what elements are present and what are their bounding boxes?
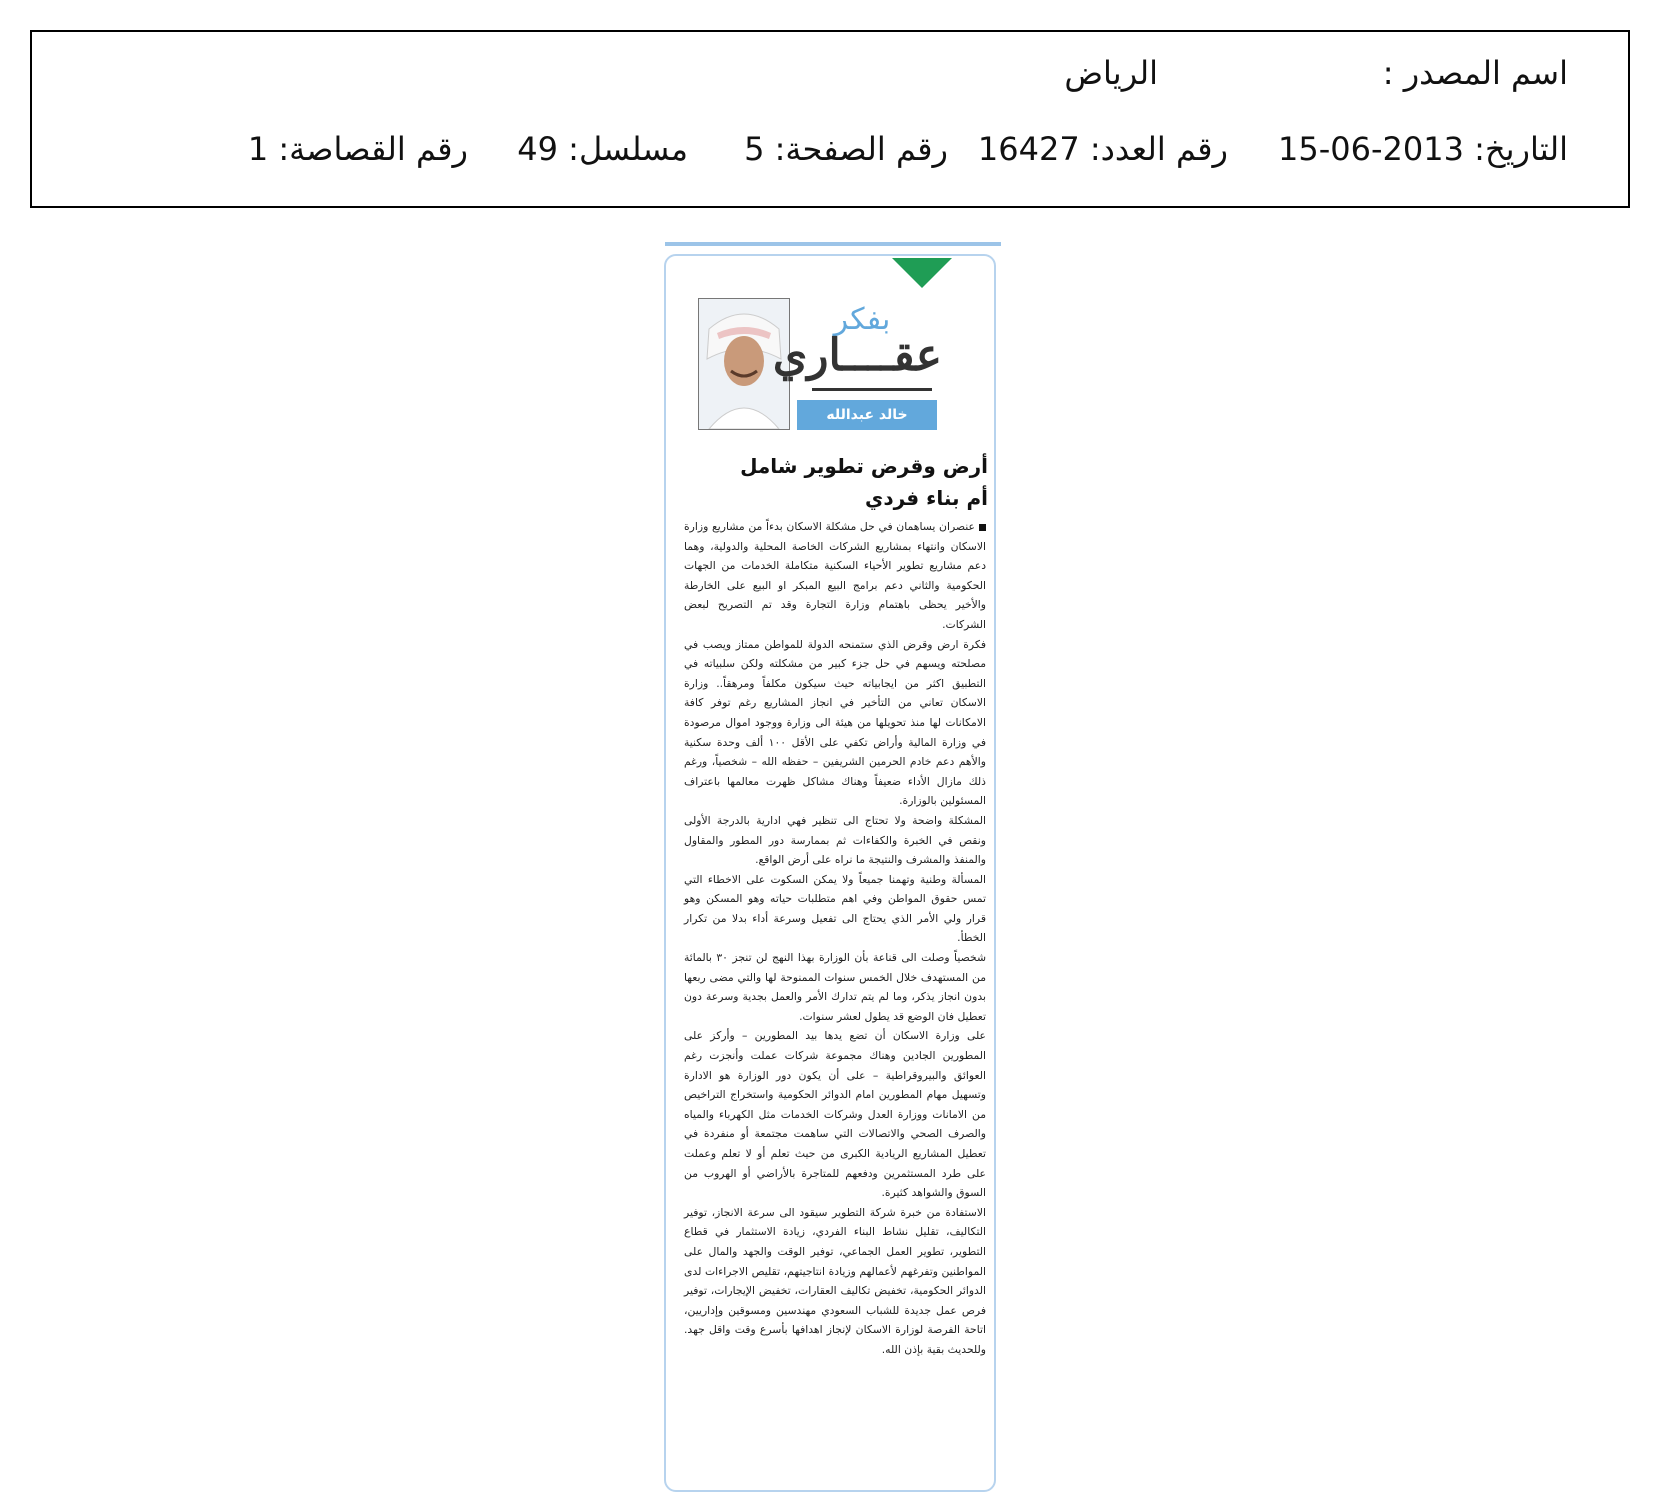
source-value: الرياض [1064,54,1158,92]
headline-line-2: أم بناء فردي [865,486,988,510]
green-triangle-icon [892,258,952,288]
source-info-box [30,30,1630,208]
paragraph: على وزارة الاسكان أن تضع يدها بيد المطورين – وأركز على المطورين الجادين وهناك مجموعة شركات عملت وأنجزت رغم العوائق والبيروقراطية – على أن يكون دور الوزارة هو الادارة وتسهيل مهام المطورين امام الدوائر الحكومية واستخراج التراخيص من الامانات ووزارة العدل وشركات الخدمات مثل الكهرباء والمياه والصرف الصحي والاتصالات التي ساهمت مجتمعة أو منفردة في تعطيل المشاريع الريادية الكبرى من حيث تعلم أو لا تعلم وعملت على طرد المستثمرين ودفعهم للمتاجرة بالأراضي أو الهروب من السوق والشواهد كثيرة. [684,1029,986,1200]
logo-underline [812,388,932,391]
bullet-square-icon [979,524,986,531]
source-label: اسم المصدر : [1382,54,1568,92]
paragraph: شخصياً وصلت الى قناعة بأن الوزارة بهذا النهج لن تنجز ٣٠ بالمائة من المستهدف خلال الخمس سنوات الممنوحة لها والتي مضى ربعها بدون انجاز يذكر، وما لم يتم تدارك الأمر والعمل بجدية وسرعة دون تعطيل فان الوضع قد يطول لعشر سنوات. [684,951,986,1023]
column-logo: عقــــاري [772,330,942,381]
issue-number-field: رقم العدد: 16427 [977,130,1228,168]
serial-field: مسلسل: 49 [517,130,688,168]
newspaper-clipping [662,240,1002,1495]
article-headline [688,450,988,514]
clip-number-field: رقم القصاصة: 1 [247,130,468,168]
source-row [92,54,1568,104]
paragraph: عنصران يساهمان في حل مشكلة الاسكان بدءاً من مشاريع وزارة الاسكان وانتهاء بمشاريع الشركات الخاصة المحلية والدولية، وهما دعم مشاريع تطوير الأحياء السكنية متكاملة الخدمات من الجهات الحكومية والثاني دعم برامج البيع المبكر او البيع على الخارطة والأخير يحظى باهتمام وزارة التجارة وقد تم التصريح لبعض الشركات. [684,520,986,631]
headline-line-1: أرض وقرض تطوير شامل [740,454,988,478]
paragraph: الاستفادة من خبرة شركة التطوير سيقود الى سرعة الانجاز، توفير التكاليف، تقليل نشاط البناء الفردي، زيادة الاستثمار في قطاع التطوير، تطوير العمل الجماعي، توفير الوقت والجهد والمال على المواطنين وتفرغهم لأعمالهم وزيادة انتاجيتهم، تقليص الاجراءات لدى الدوائر الحكومية، تخفيض تكاليف العقارات، تخفيض الإيجارات، توفير فرص عمل جديدة للشباب السعودي مهندسين ومسوقين وإداريين، اتاحة الفرصة لوزارة الاسكان لإنجاز اهدافها بأسرع وقت واقل جهد. وللحديث بقية بإذن الله. [684,1205,986,1356]
article-body [684,517,986,1360]
page-number-field: رقم الصفحة: 5 [744,130,948,168]
paragraph: المسألة وطنية وتهمنا جميعاً ولا يمكن السكوت على الاخطاء التي تمس حقوق المواطن وفي اهم متطلبات حياته وهو المسكن وهو قرار ولي الأمر الذي يحتاج الى تفعيل وسرعة أداء بدلا من تكرار الخطأ. [684,872,986,945]
author-name: خالد عبدالله الجارالله [797,400,937,430]
clip-top-rule [665,242,1001,246]
column-logo-small: بفكر [833,302,891,337]
date-field: التاريخ: 2013-06-15 [1278,130,1568,168]
paragraph: المشكلة واضحة ولا تحتاج الى تنظير فهي ادارية بالدرجة الأولى ونقص في الخبرة والكفاءات ثم بممارسة دور المطور والمقاول والمنفذ والمشرف والنتيجة ما نراه على أرض الواقع. [684,813,986,867]
paragraph: فكرة ارض وقرض الذي ستمنحه الدولة للمواطن ممتاز ويصب في مصلحته ويسهم في حل جزء كبير من مشكلته ولكن سلبياته في التطبيق اكثر من ايجابياته حيث سيكون مكلفاً ومرهقاً.. وزارة الاسكان تعاني من التأخير في انجاز المشاريع رغم توفر كافة الامكانات لها منذ تحويلها من هيئة الى وزارة ووجود اموال مرصودة في وزارة المالية وأراض تكفي على الأقل ١٠٠ ألف وحدة سكنية والأهم دعم خادم الحرمين الشريفين – حفظه الله – شخصياً، ورغم ذلك مازال الأداء ضعيفاً وهناك مشاكل ظهرت معالمها باعتراف المسئولين بالوزارة. [684,637,987,808]
issue-details-row [92,130,1568,180]
